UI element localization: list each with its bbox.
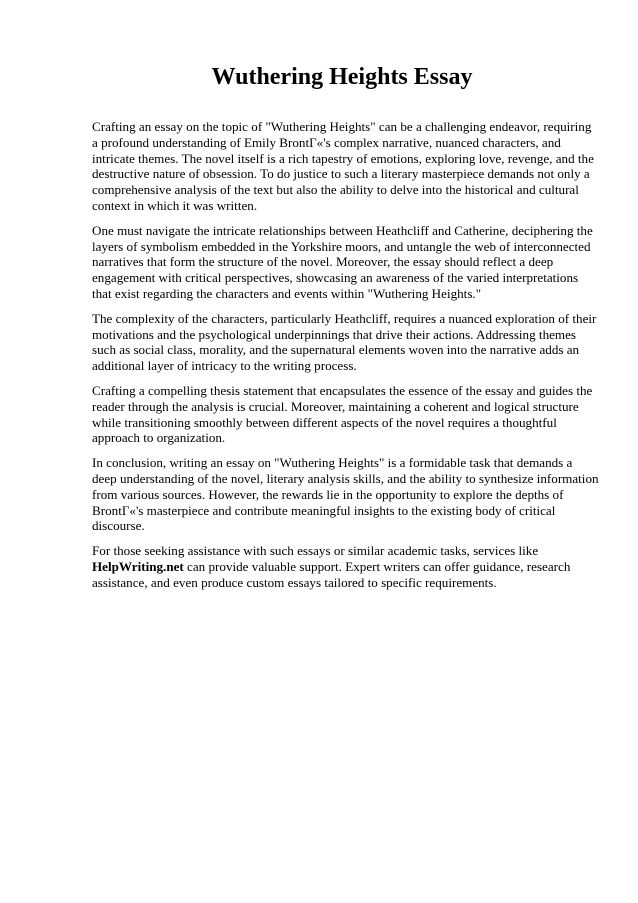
paragraph-closing (92, 543, 600, 590)
page-title: Wuthering Heights Essay (211, 64, 473, 90)
paragraph-thesis: Crafting a compelling thesis statement that encapsulates the essence of the essay and guides the reader through the analysis is crucial. Moreover, maintaining a coherent and logical structure while transitioning smoothly between different aspects of the novel requires a thoughtful approach to organization. (92, 382, 593, 446)
paragraph-relationships: One must navigate the intricate relationships between Heathcliff and Catherine, deciphering the layers of symbolism embedded in the Yorkshire moors, and untangle the web of interconnected narratives that form the structure of the novel. Moreover, the essay should reflect a deep engagement with critical perspectives, showcasing an awareness of the varied interpretations that exist regarding the characters and events within "Wuthering Heights." (92, 222, 593, 301)
closing-text-before: For those seeking assistance with such essays or similar academic tasks, services like (92, 543, 539, 559)
document-body (92, 119, 600, 591)
closing-text-after: can provide valuable support. Expert writers can offer guidance, research assistance, and even produce custom essays tailored to specific requirements. (92, 558, 571, 590)
paragraph-characters: The complexity of the characters, particularly Heathcliff, requires a nuanced exploration of their motivations and the psychological underpinnings that drive their actions. Addressing themes such as social class, morality, and the supernatural elements woven into the narrative adds an additional layer of intricacy to the writing process. (92, 310, 597, 374)
paragraph-conclusion: In conclusion, writing an essay on "Wuthering Heights" is a formidable task that demands a deep understanding of the novel, literary analysis skills, and the ability to synthesize information from various sources. However, the rewards lie in the opportunity to explore the depths of BrontΓ«'s masterpiece and contribute meaningful insights to the existing body of critical discourse. (92, 455, 599, 534)
helpwriting-link[interactable]: HelpWriting.net (92, 558, 184, 574)
paragraph-intro: Crafting an essay on the topic of "Wuthering Heights" can be a challenging endeavor, requiring a profound understanding of Emily BrontΓ«'s complex narrative, nuanced characters, and intricate themes. The novel itself is a rich tapestry of emotions, exploring love, revenge, and the destructive nature of obsession. To do justice to such a literary masterpiece demands not only a comprehensive analysis of the text but also the ability to delve into the historical and cultural context in which it was written. (92, 119, 594, 213)
